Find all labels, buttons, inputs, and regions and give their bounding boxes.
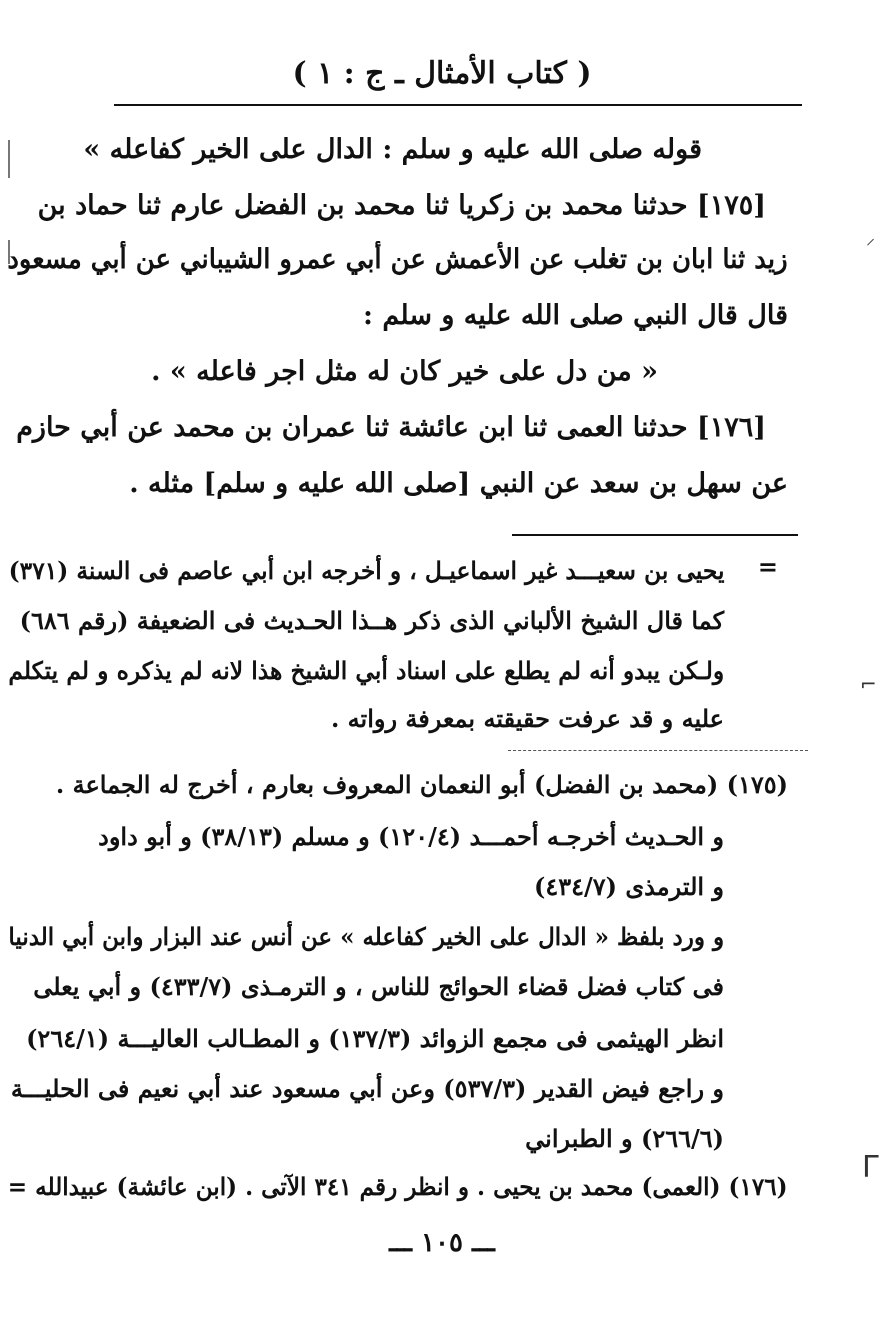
margin-mark: ⸝ — [866, 228, 875, 249]
footnote-line: و الترمذى (٤٣٤/٧) — [533, 872, 724, 901]
hadith-quote: « من دل على خير كان له مثل اجر فاعله » . — [151, 356, 658, 387]
running-header: ( كتاب الأمثال ـ ج : ١ ) — [292, 56, 592, 91]
margin-mark: ⌐ — [860, 672, 877, 696]
footnote-176: (١٧٦) (العمى) محمد بن يحيى . و انظر رقم ٣٤١ الآتى . (ابن عائشة) عبيدالله = — [8, 1172, 788, 1201]
footnote-line: عليه و قد عرفت حقيقته بمعرفة رواته . — [330, 704, 724, 733]
header-rule — [114, 104, 802, 106]
section-heading: قوله صلى الله عليه و سلم : الدال على الخير كفاعله » — [83, 134, 702, 165]
page-number: ـــ ١٠٥ ـــ — [389, 1228, 495, 1258]
footnote-line: (٢٦٦/٦) و الطبراني — [525, 1124, 724, 1153]
footnote-separator — [512, 534, 798, 536]
hadith-text-line: قال قال النبي صلى الله عليه و سلم : — [363, 300, 788, 331]
footnote-line: و الحـديث أخرجـه أحمـــد (١٢٠/٤) و مسلم (٣٨/١٣) و أبو داود — [98, 822, 724, 851]
footnote-wavy-rule — [508, 750, 808, 751]
margin-mark-bar — [8, 140, 10, 178]
footnote-line: كما قال الشيخ الألباني الذى ذكر هــذا الحـديث فى الضعيفة (رقم ٦٨٦) — [19, 606, 724, 635]
hadith-text-line: عن سهل بن سعد عن النبي [صلى الله عليه و سلم] مثله . — [129, 468, 788, 499]
footnote-line: ولـكن يبدو أنه لم يطلع على اسناد أبي الشيخ هذا لانه لم يذكره و لم يتكلم — [8, 656, 724, 685]
margin-mark: ᒥ — [862, 1150, 879, 1185]
hadith-text-line: زيد ثنا ابان بن تغلب عن الأعمش عن أبي عمرو الشيباني عن أبي مسعود — [7, 244, 788, 275]
footnote-line: فى كتاب فضل قضاء الحوائج للناس ، و الترمـذى (٤٣٣/٧) و أبي يعلى — [33, 972, 724, 1001]
footnote-line: و راجع فيض القدير (٥٣٧/٣) وعن أبي مسعود عند أبي نعيم فى الحليـــة — [10, 1074, 724, 1103]
footnote-line: و ورد بلفظ « الدال على الخير كفاعله » عن أنس عند البزار وابن أبي الدنيا — [8, 922, 724, 951]
hadith-text-line: [١٧٦] حدثنا العمى ثنا ابن عائشة ثنا عمران بن محمد عن أبي حازم — [16, 412, 766, 443]
footnote-continuation-marker: = — [757, 552, 778, 581]
footnote-line: انظر الهيثمى فى مجمع الزوائد (١٣٧/٣) و المطـالب العاليـــة (٢٦٤/١) — [26, 1024, 724, 1053]
footnote-line: يحيى بن سعيـــد غير اسماعيـل ، و أخرجه ابن أبي عاصم فى السنة (٣٧١) — [8, 556, 725, 585]
footnote-175: (١٧٥) (محمد بن الفضل) أبو النعمان المعروف بعارم ، أخرج له الجماعة . — [55, 770, 788, 799]
hadith-text-line: [١٧٥] حدثنا محمد بن زكريا ثنا محمد بن الفضل عارم ثنا حماد بن — [37, 190, 766, 221]
